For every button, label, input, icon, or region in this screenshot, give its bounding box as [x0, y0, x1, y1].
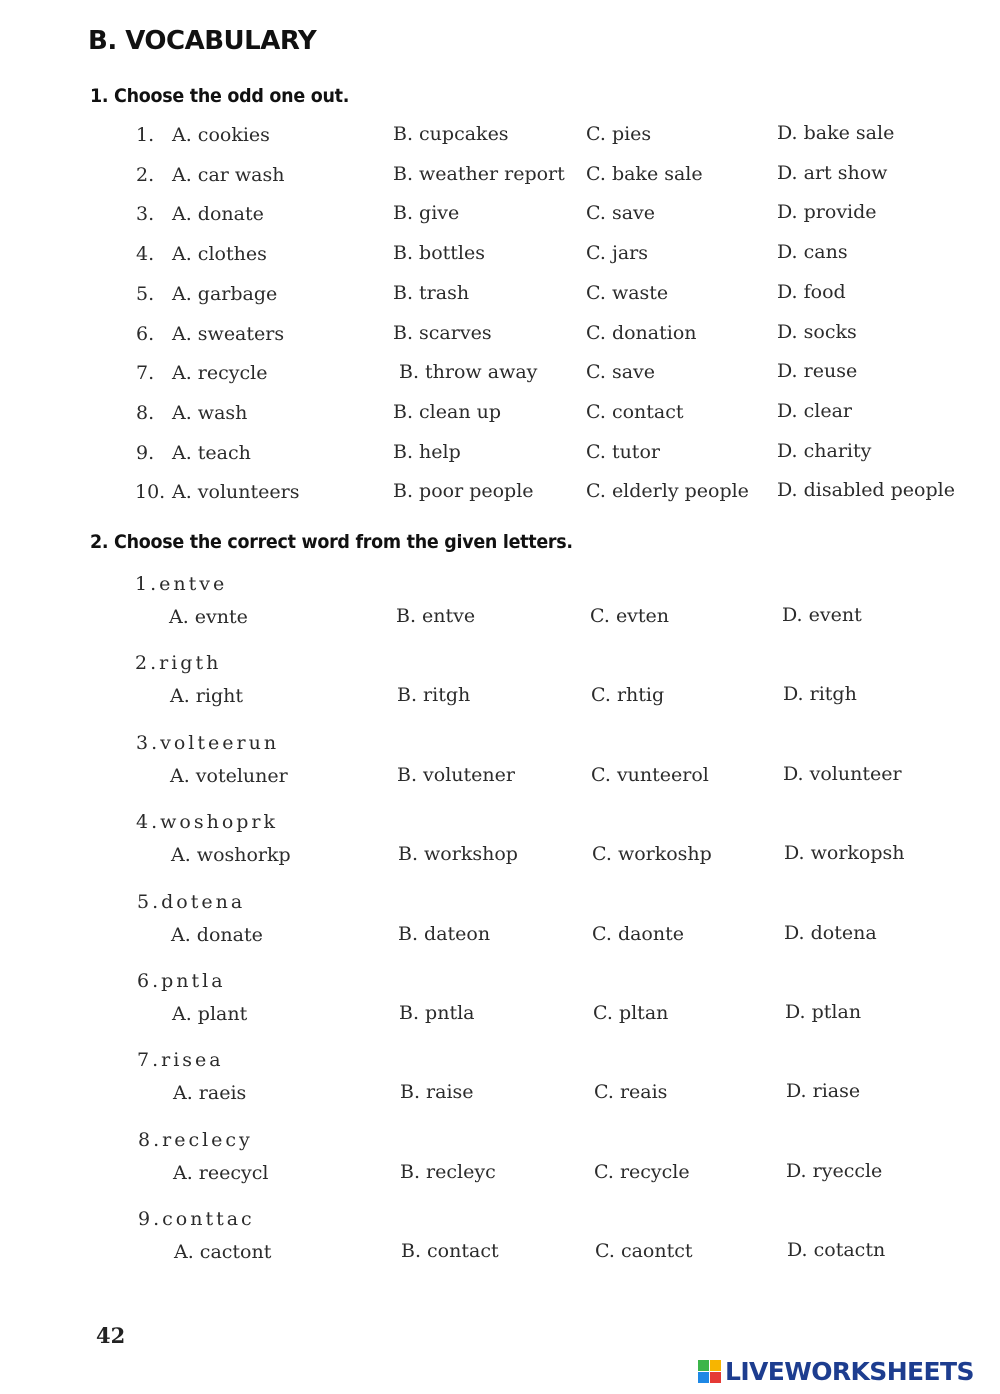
- option-d: D. workopsh: [784, 842, 905, 864]
- brand-watermark: [698, 1357, 974, 1386]
- option-c: C. jars: [586, 242, 648, 264]
- option-d: D. cotactn: [787, 1239, 886, 1261]
- option-a: A. wash: [172, 402, 248, 424]
- option-b: B. help: [393, 441, 461, 463]
- option-c: C. pies: [586, 123, 652, 145]
- option-c: C. contact: [586, 401, 684, 423]
- option-c: C. donation: [586, 322, 697, 344]
- question-number: 8.: [136, 402, 155, 424]
- option-b: B. ritgh: [397, 684, 471, 706]
- question-number: 3.: [136, 203, 155, 225]
- scrambled-letters: 9.conttac: [138, 1208, 255, 1230]
- option-c: C. save: [586, 361, 655, 383]
- option-d: D. cans: [777, 241, 848, 263]
- scrambled-letters: 7.risea: [137, 1049, 224, 1071]
- option-c: C. bake sale: [586, 163, 703, 185]
- option-b: B. contact: [401, 1240, 499, 1262]
- option-a: A. raeis: [173, 1082, 247, 1104]
- option-b: B. recleyc: [400, 1161, 496, 1183]
- option-c: C. evten: [590, 605, 670, 627]
- question-number: 9.: [136, 442, 155, 464]
- option-c: C. caontct: [595, 1240, 693, 1262]
- option-a: A. car wash: [172, 164, 285, 186]
- option-d: D. art show: [777, 162, 888, 184]
- scrambled-letters: 8.reclecy: [138, 1129, 253, 1151]
- option-c: C. vunteerol: [591, 764, 709, 786]
- option-c: C. elderly people: [586, 480, 749, 502]
- section2-title: 2. Choose the correct word from the given letters.: [90, 531, 573, 553]
- option-c: C. tutor: [586, 441, 660, 463]
- option-a: A. garbage: [172, 283, 278, 305]
- option-b: B. cupcakes: [393, 123, 509, 145]
- option-a: A. voteluner: [170, 765, 288, 787]
- scrambled-letters: 4.woshoprk: [136, 811, 279, 833]
- option-c: C. save: [586, 202, 655, 224]
- option-d: D. bake sale: [777, 122, 895, 144]
- question-number: 6.: [136, 323, 155, 345]
- option-c: C. waste: [586, 282, 669, 304]
- option-d: D. provide: [777, 201, 877, 223]
- liveworksheets-logo-icon: [698, 1360, 722, 1384]
- option-a: A. recycle: [172, 362, 268, 384]
- brand-name: LIVEWORKSHEETS: [725, 1357, 974, 1386]
- option-d: D. charity: [777, 440, 872, 462]
- option-b: B. poor people: [393, 480, 534, 502]
- option-b: B. volutener: [397, 764, 515, 786]
- option-b: B. clean up: [393, 401, 502, 423]
- option-a: A. reecycl: [173, 1162, 269, 1184]
- option-d: D. clear: [777, 400, 853, 422]
- option-c: C. recycle: [594, 1161, 690, 1183]
- option-d: D. ryeccle: [786, 1160, 883, 1182]
- option-a: A. sweaters: [172, 323, 285, 345]
- option-d: D. dotena: [784, 922, 877, 944]
- option-d: D. ritgh: [783, 683, 857, 705]
- option-b: B. bottles: [393, 242, 485, 264]
- option-d: D. food: [777, 281, 846, 303]
- option-b: B. give: [393, 202, 460, 224]
- option-b: B. throw away: [399, 361, 538, 383]
- option-a: A. plant: [172, 1003, 248, 1025]
- option-a: A. cookies: [172, 124, 270, 146]
- option-d: D. event: [782, 604, 862, 626]
- option-a: A. donate: [171, 924, 263, 946]
- option-d: D. socks: [777, 321, 857, 343]
- option-c: C. daonte: [592, 923, 684, 945]
- option-d: D. volunteer: [783, 763, 902, 785]
- option-b: B. raise: [400, 1081, 474, 1103]
- option-c: C. pltan: [593, 1002, 669, 1024]
- option-d: D. reuse: [777, 360, 858, 382]
- option-a: A. teach: [172, 442, 251, 464]
- scrambled-letters: 2.rigth: [135, 652, 222, 674]
- option-a: A. clothes: [172, 243, 267, 265]
- option-b: B. dateon: [398, 923, 491, 945]
- option-a: A. cactont: [174, 1241, 272, 1263]
- option-a: A. evnte: [169, 606, 248, 628]
- option-a: A. donate: [172, 203, 264, 225]
- question-number: 7.: [136, 362, 155, 384]
- question-number: 4.: [136, 243, 155, 265]
- option-b: B. weather report: [393, 163, 565, 185]
- option-c: C. reais: [594, 1081, 668, 1103]
- option-a: A. woshorkp: [171, 844, 291, 866]
- option-d: D. riase: [786, 1080, 861, 1102]
- scrambled-letters: 1.entve: [135, 573, 228, 595]
- option-a: A. volunteers: [172, 481, 300, 503]
- scrambled-letters: 6.pntla: [137, 970, 226, 992]
- section1-title: 1. Choose the odd one out.: [90, 85, 350, 107]
- question-number: 10.: [135, 481, 166, 503]
- option-b: B. scarves: [393, 322, 492, 344]
- option-b: B. trash: [393, 282, 470, 304]
- question-number: 1.: [136, 124, 155, 146]
- page-number: 42: [96, 1323, 126, 1348]
- question-number: 5.: [136, 283, 155, 305]
- option-c: C. rhtig: [591, 684, 665, 706]
- option-b: B. entve: [396, 605, 476, 627]
- scrambled-letters: 5.dotena: [137, 891, 246, 913]
- option-a: A. right: [170, 685, 243, 707]
- option-d: D. ptlan: [785, 1001, 862, 1023]
- option-b: B. pntla: [399, 1002, 475, 1024]
- scrambled-letters: 3.volteerun: [136, 732, 280, 754]
- question-number: 2.: [136, 164, 155, 186]
- option-c: C. workoshp: [592, 843, 712, 865]
- option-b: B. workshop: [398, 843, 518, 865]
- page-title: B. VOCABULARY: [88, 26, 317, 56]
- option-d: D. disabled people: [777, 479, 955, 501]
